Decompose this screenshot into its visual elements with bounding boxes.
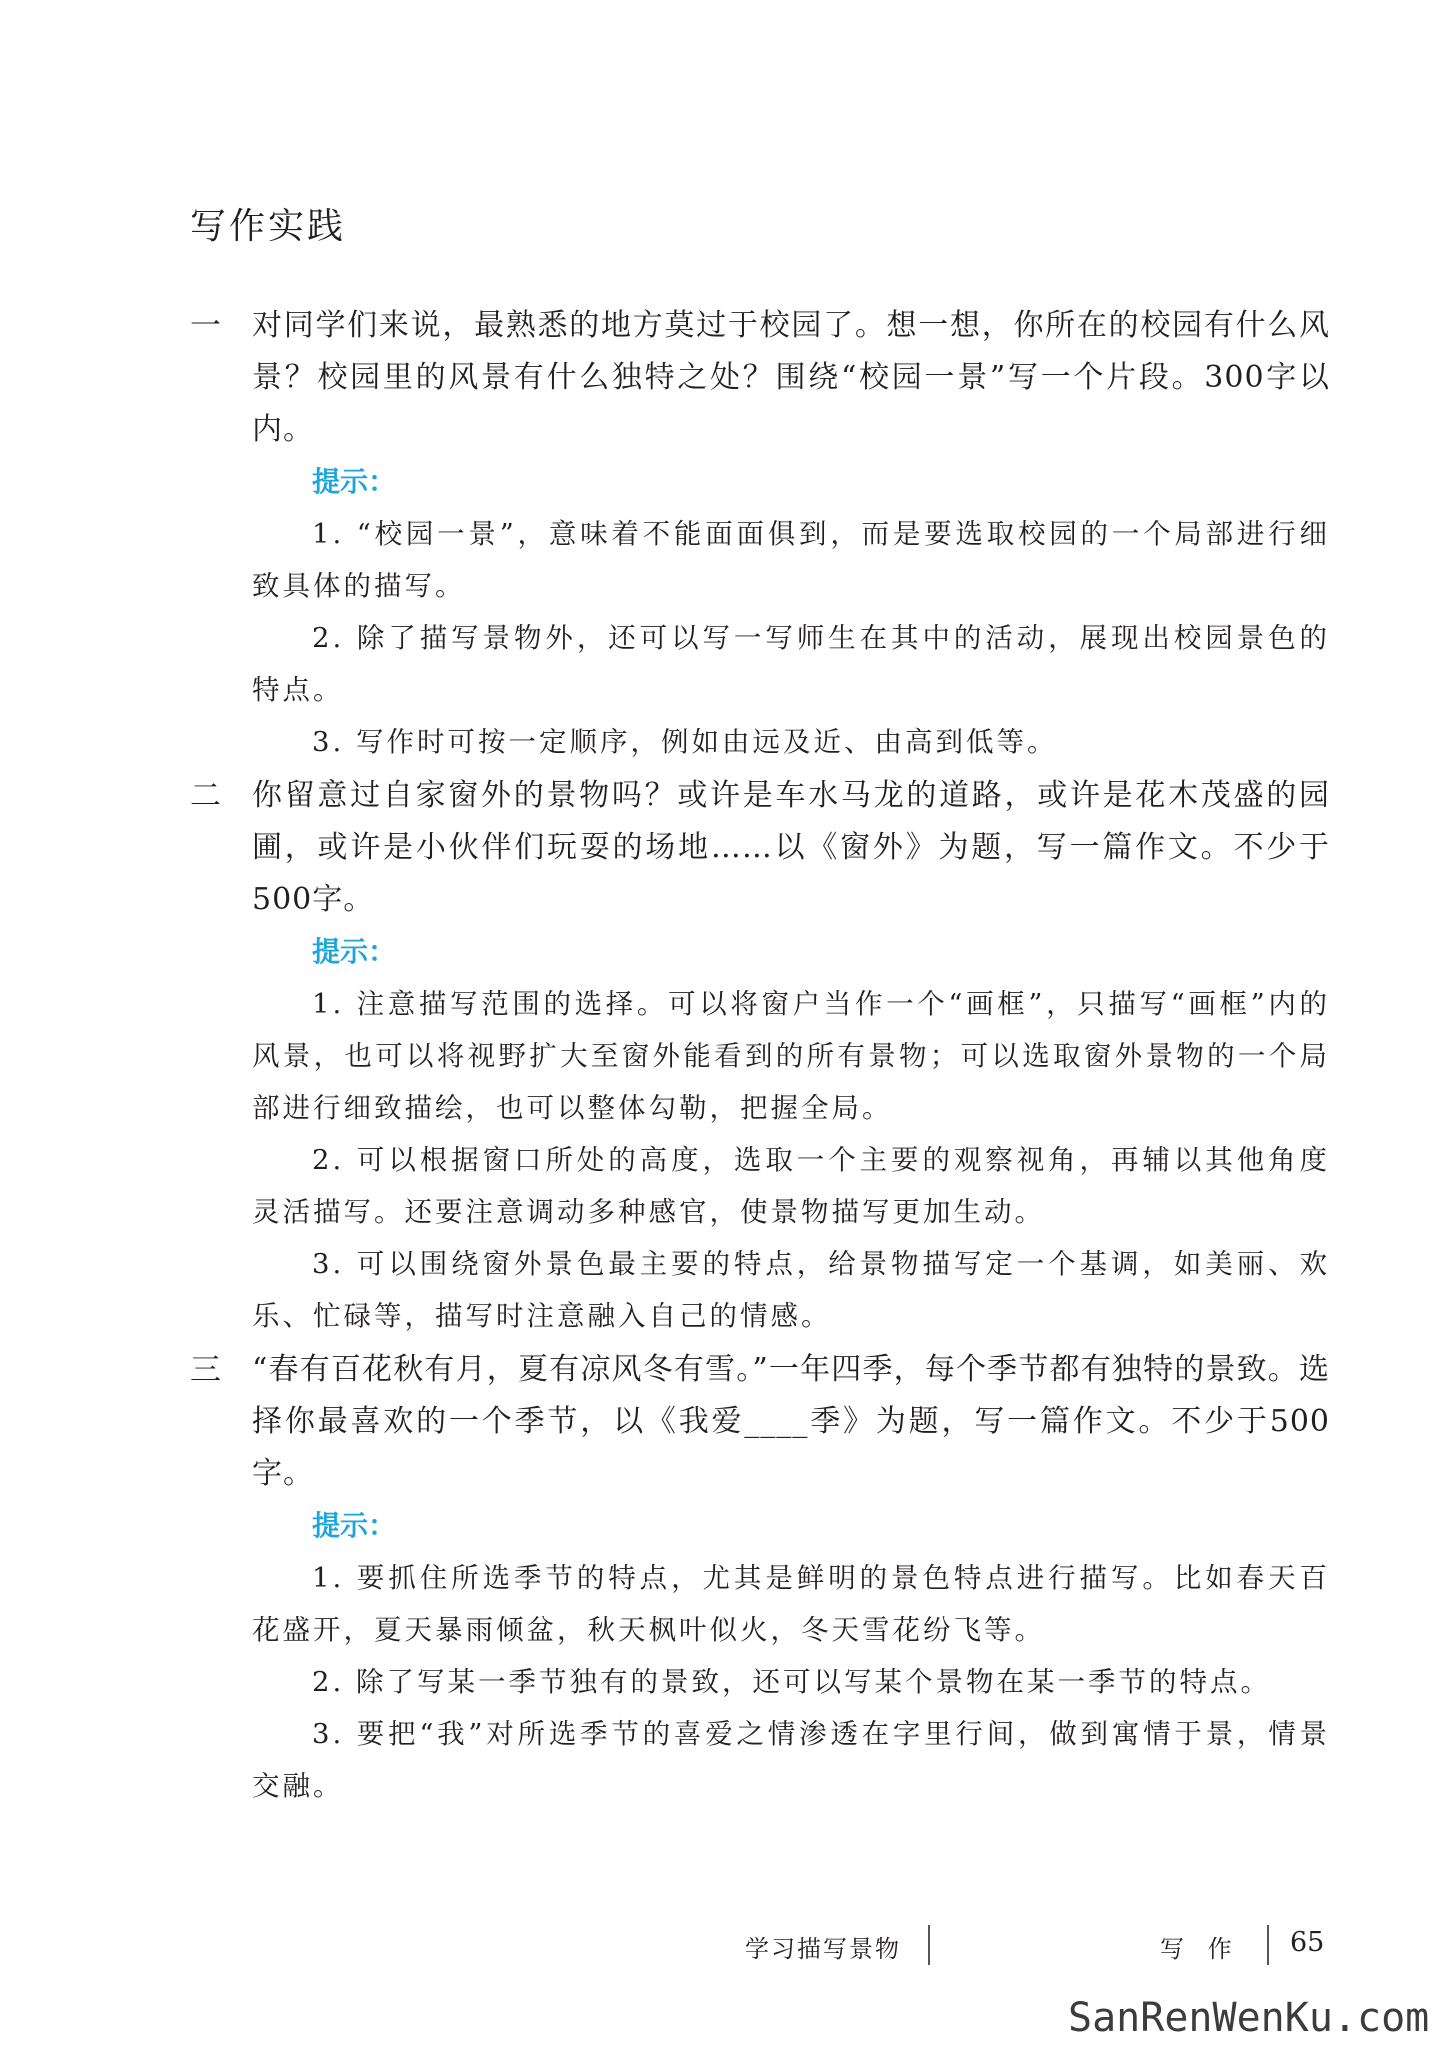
tip-item: 3. 写作时可按一定顺序，例如由远及近、由高到低等。 [312,726,1058,758]
section-numeral: 一 [190,308,221,344]
exercise-section-1 [190,300,1330,768]
section-prompt: 对同学们来说，最熟悉的地方莫过于校园了。想一想，你所在的校园有什么风景？校园里的风景有什么独特之处？围绕“校园一景”写一个片段。300字以内。 [252,308,1330,447]
page-footer [0,1925,1449,1985]
tip-item: 1. 要抓住所选季节的特点，尤其是鲜明的景色特点进行描写。比如春天百花盛开，夏天暴雨倾盆，秋天枫叶似火，冬天雪花纷飞等。 [252,1562,1330,1646]
tip-label: 提示： [312,465,397,498]
section-numeral: 二 [190,778,221,814]
exercise-section-3 [190,1344,1330,1812]
footer-divider [1267,1925,1269,1965]
tip-item: 1. “校园一景”，意味着不能面面俱到，而是要选取校园的一个局部进行细致具体的描写。 [252,518,1330,602]
footer-section-name: 写 作 [1160,1935,1240,1963]
tip-label: 提示： [312,935,397,968]
page-title: 写作实践 [190,206,347,247]
tip-item: 3. 要把“我”对所选季节的喜爱之情渗透在字里行间，做到寓情于景，情景交融。 [252,1718,1330,1802]
tip-item: 3. 可以围绕窗外景色最主要的特点，给景物描写定一个基调，如美丽、欢乐、忙碌等，描写时注意融入自己的情感。 [252,1248,1330,1332]
tip-item: 1. 注意描写范围的选择。可以将窗户当作一个“画框”，只描写“画框”内的风景，也可以将视野扩大至窗外能看到的所有景物；可以选取窗外景物的一个局部进行细致描绘，也可以整体勾勒，把握全局。 [252,988,1330,1124]
tip-item: 2. 可以根据窗口所处的高度，选取一个主要的观察视角，再辅以其他角度灵活描写。还要注意调动多种感官，使景物描写更加生动。 [252,1144,1330,1228]
section-prompt: “春有百花秋有月，夏有凉风冬有雪。”一年四季，每个季节都有独特的景致。选择你最喜欢的一个季节，以《我爱____季》为题，写一篇作文。不少于500字。 [252,1352,1330,1491]
footer-divider [928,1925,930,1965]
exercise-section-2 [190,770,1330,1342]
tip-item: 2. 除了描写景物外，还可以写一写师生在其中的活动，展现出校园景色的特点。 [252,622,1330,706]
footer-unit-name: 学习描写景物 [745,1935,901,1963]
section-numeral: 三 [190,1352,221,1388]
section-prompt: 你留意过自家窗外的景物吗？或许是车水马龙的道路，或许是花木茂盛的园圃，或许是小伙伴们玩耍的场地……以《窗外》为题，写一篇作文。不少于500字。 [252,778,1330,917]
tip-label: 提示： [312,1509,397,1542]
watermark: SanRenWenKu.com [1068,1995,1430,2041]
tip-item: 2. 除了写某一季节独有的景致，还可以写某个景物在某一季节的特点。 [312,1666,1271,1698]
page-number: 65 [1290,1927,1325,1958]
